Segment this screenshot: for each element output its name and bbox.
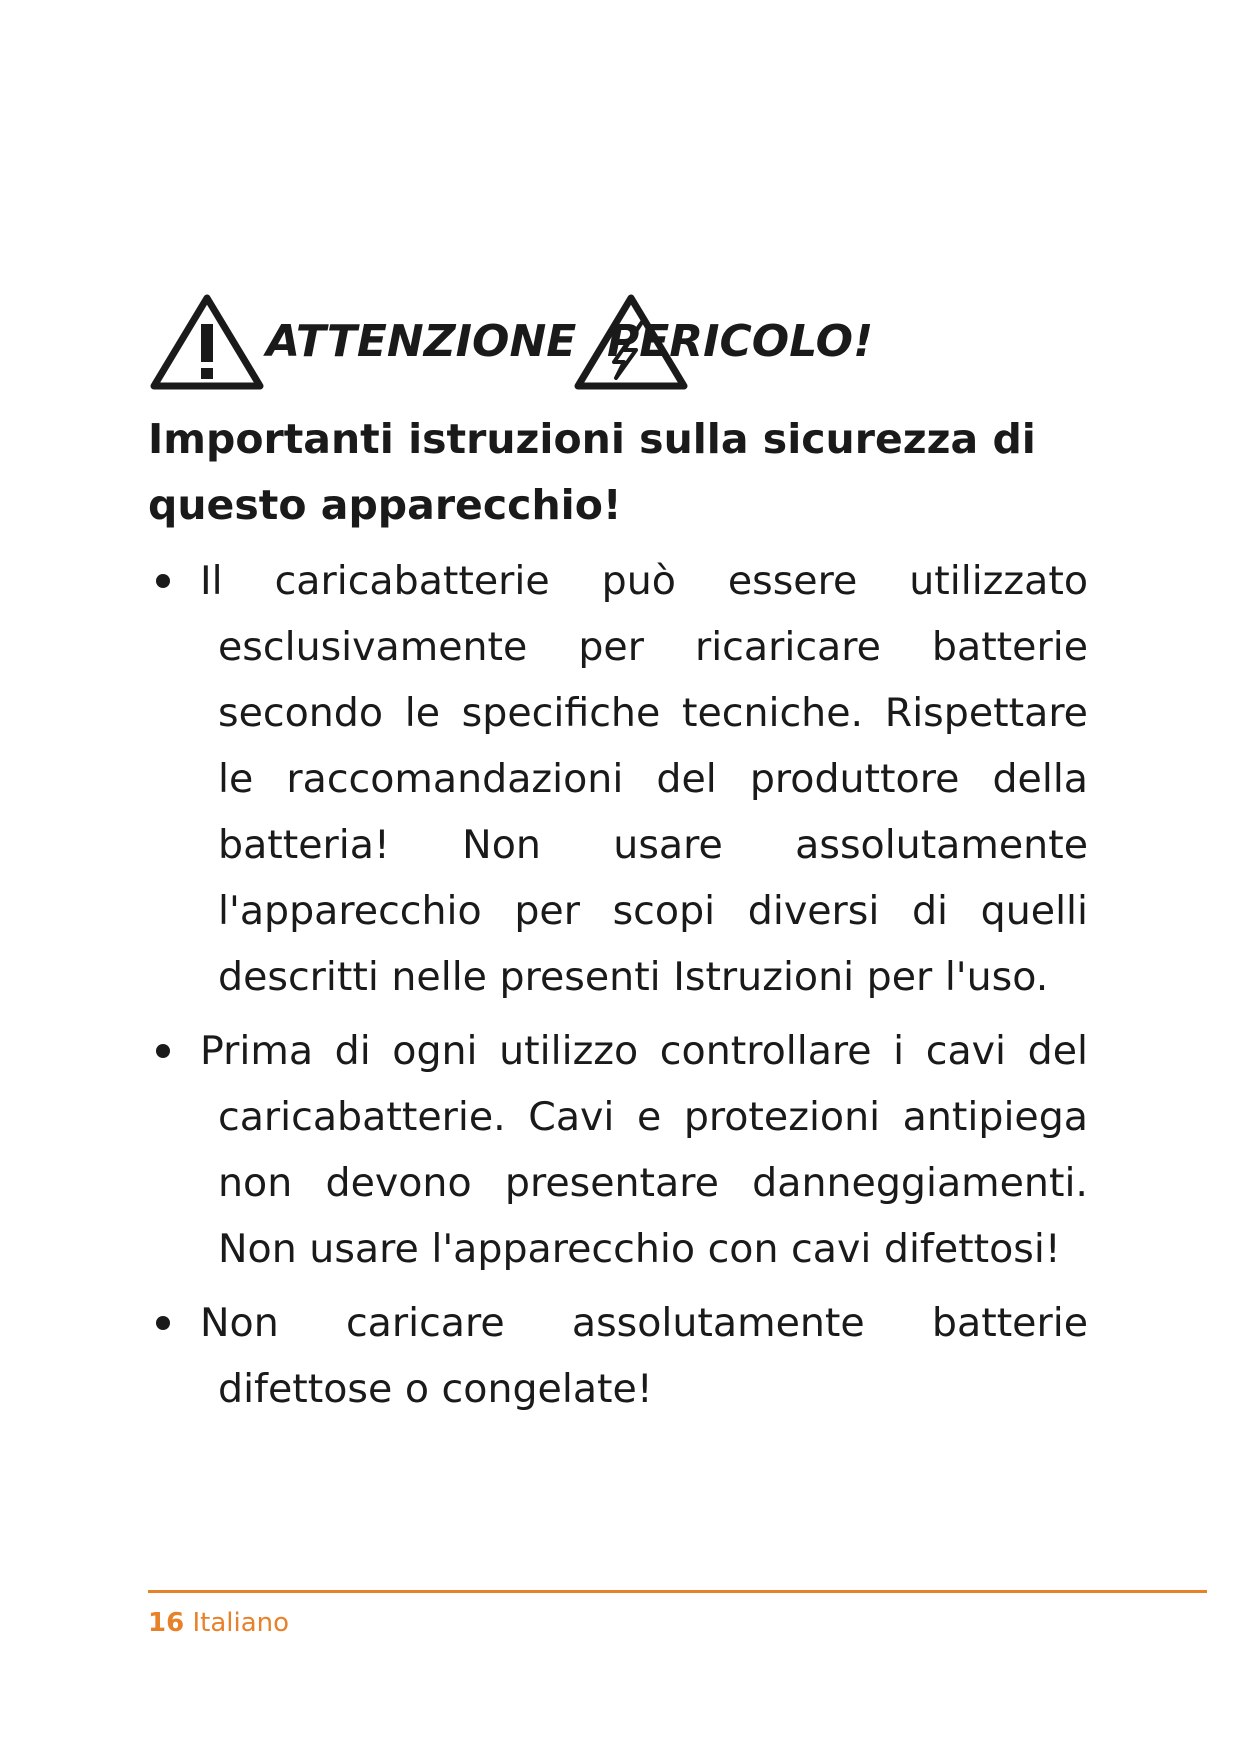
warning-header bbox=[148, 292, 1108, 402]
bullet-dot-icon bbox=[156, 1316, 170, 1330]
safety-instructions-list bbox=[148, 548, 1088, 1430]
list-item bbox=[148, 1290, 1088, 1422]
bullet-dot-icon bbox=[156, 1044, 170, 1058]
warning-title: ATTENZIONE PERICOLO! bbox=[266, 316, 874, 367]
list-item-text: Prima di ogni utilizzo controllare i cavi del caricabatterie. Cavi e protezioni antipiega non devono presentare danneggiamenti. Non usare l'apparecchio con cavi difettosi! bbox=[200, 1028, 1088, 1272]
list-item-text: Il caricabatterie può essere utilizzato esclusivamente per ricaricare batterie secondo le specifiche tecniche. Rispettare le raccomandazioni del produttore della batteria! Non usare assolutamente l'apparecchio per scopi diversi di quelli descritti nelle presenti Istruzioni per l'uso. bbox=[200, 558, 1088, 1000]
footer-language: Italiano bbox=[192, 1608, 290, 1638]
bullet-dot-icon bbox=[156, 574, 170, 588]
page-footer bbox=[148, 1608, 289, 1638]
list-item-text: Non caricare assolutamente batterie difettose o congelate! bbox=[200, 1300, 1088, 1412]
list-item bbox=[148, 548, 1088, 1010]
electric-hazard-icon bbox=[572, 292, 690, 392]
safety-subtitle: Importanti istruzioni sulla sicurezza di questo apparecchio! bbox=[148, 415, 1036, 529]
warning-exclamation-icon bbox=[148, 292, 266, 392]
footer-divider bbox=[148, 1590, 1207, 1593]
page-number: 16 bbox=[148, 1608, 185, 1638]
list-item bbox=[148, 1018, 1088, 1282]
